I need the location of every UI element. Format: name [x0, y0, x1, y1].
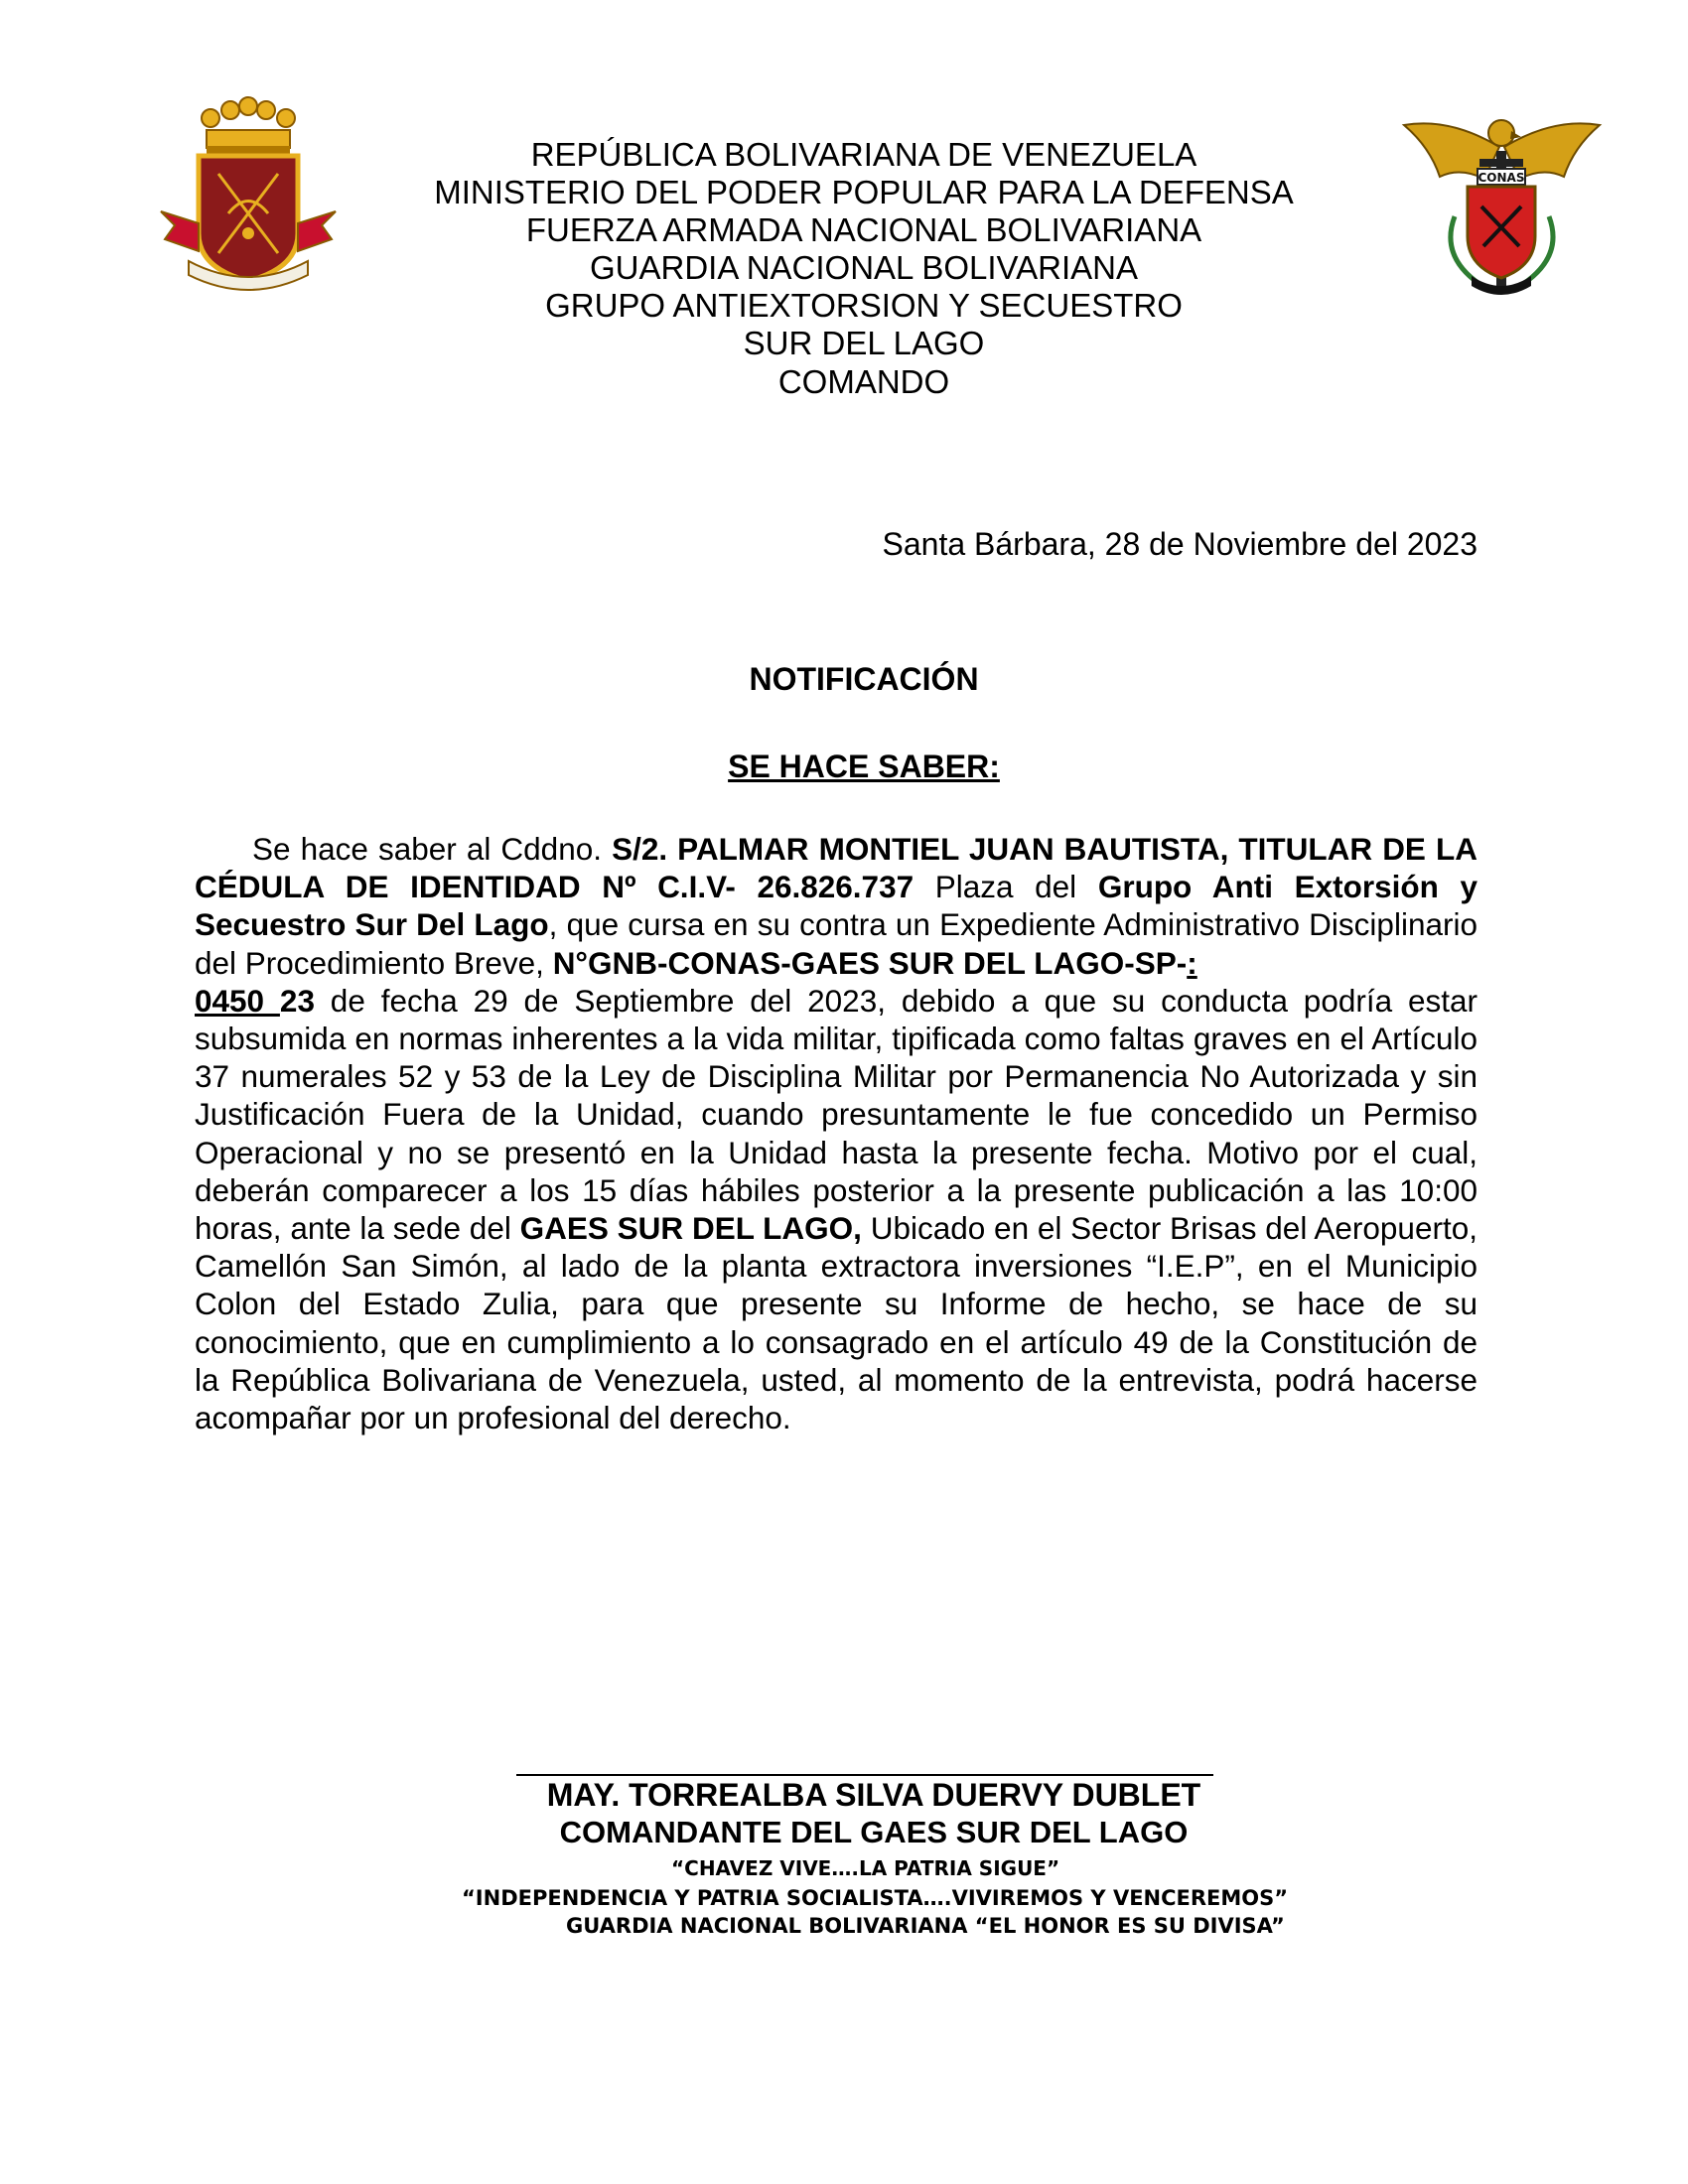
case-number-sequence: 0450 — [195, 982, 280, 1019]
signature-line — [516, 1774, 1213, 1776]
headquarters-name: GAES SUR DEL LAGO, — [519, 1210, 862, 1247]
motto-line-1: “CHAVEZ VIVE….LA PATRIA SIGUE” — [671, 1856, 1060, 1880]
document-title: NOTIFICACIÓN — [749, 661, 979, 697]
document-subtitle: SE HACE SABER: — [728, 749, 1000, 784]
body-paragraph — [195, 830, 1477, 1436]
body-text: Plaza del — [914, 869, 1098, 905]
conas-label: CONAS — [1477, 171, 1525, 185]
case-number-year: 23 — [279, 982, 315, 1019]
motto-line-2: “INDEPENDENCIA Y PATRIA SOCIALISTA….VIVIREMOS Y VENCEREMOS” — [462, 1886, 1289, 1910]
unit-name: Grupo Anti Extorsión y Secuestro Sur Del Lago — [195, 869, 1478, 943]
body-text: de fecha 29 de Septiembre del 2023, debido a que su conducta podría estar subsumida en normas inherentes a la vida militar, tipificada como faltas graves en el Artículo 37 numerales 52 y 53 de la Ley de Disciplina Militar por Permanencia No Autorizada y sin Justificación Fuera de la Unidad, cuando presuntamente le fue concedido un Permiso Operacional y no se presentó en la Unidad hasta la presente fecha. Motivo por el cual, deberán comparecer a los 15 días hábiles posterior a la presente publicación a las 10:00 horas, ante la sede del — [195, 982, 1477, 1247]
date-line: Santa Bárbara, 28 de Noviembre del 2023 — [882, 526, 1477, 562]
header-line-fuerza-armada: FUERZA ARMADA NACIONAL BOLIVARIANA — [525, 211, 1202, 248]
header-line-comando: COMANDO — [777, 363, 950, 400]
header-line-republica: REPÚBLICA BOLIVARIANA DE VENEZUELA — [530, 136, 1197, 173]
header-line-grupo: GRUPO ANTIEXTORSION Y SECUESTRO — [545, 287, 1183, 324]
signatory-position: COMANDANTE DEL GAES SUR DEL LAGO — [559, 1815, 1189, 1849]
header-line-guardia-nacional: GUARDIA NACIONAL BOLIVARIANA — [590, 249, 1138, 286]
body-text: , que cursa en su contra un Expediente Administrativo Disciplinario del Procedimiento Breve, — [195, 906, 1477, 981]
header-line-sur-del-lago: SUR DEL LAGO — [743, 325, 985, 361]
case-number-colon: : — [1187, 944, 1197, 981]
signatory-name: MAY. TORREALBA SILVA DUERVY DUBLET — [546, 1777, 1201, 1813]
notification-body — [195, 830, 1477, 1436]
case-number: N°GNB-CONAS-GAES SUR DEL LAGO-SP- — [552, 944, 1188, 981]
recipient-name-id: S/2. PALMAR MONTIEL JUAN BAUTISTA, TITULAR DE LA CÉDULA DE IDENTIDAD Nº C.I.V- 26.826.737 — [195, 831, 1478, 905]
body-text: Se hace saber al Cddno. — [252, 831, 613, 867]
motto-line-3: GUARDIA NACIONAL BOLIVARIANA “EL HONOR ES SU DIVISA” — [566, 1914, 1285, 1938]
header-line-ministerio: MINISTERIO DEL PODER POPULAR PARA LA DEFENSA — [434, 174, 1294, 210]
body-text: Ubicado en el Sector Brisas del Aeropuerto, Camellón San Simón, al lado de la planta extractora inversiones “I.E.P”, en el Municipio Colon del Estado Zulia, para que presente su Informe de hecho, se hace de su conocimiento, que en cumplimiento a lo consagrado en el artículo 49 de la Constitución de la República Bolivariana de Venezuela, usted, al momento de la entrevista, podrá hacerse acompañar por un profesional del derecho. — [195, 1210, 1477, 1436]
